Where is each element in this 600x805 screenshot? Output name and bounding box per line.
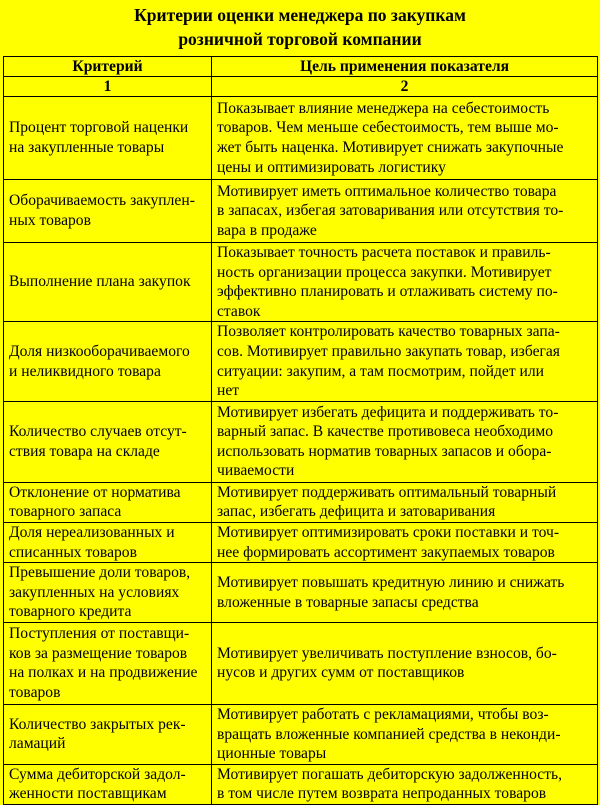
purpose-cell-line: нет <box>217 382 240 400</box>
purpose-cell <box>212 401 598 482</box>
criterion-cell-line: ных товаров <box>9 212 91 229</box>
title-line-2: розничной торговой компании <box>178 29 422 49</box>
purpose-cell <box>212 243 598 322</box>
criterion-cell-line: Выполнение плана закупок <box>9 273 191 291</box>
purpose-cell <box>212 563 598 623</box>
criterion-cell-line: Сумма дебиторской задол- <box>9 765 186 783</box>
criterion-cell-line: Превышение доли товаров, <box>9 564 191 582</box>
criterion-cell <box>4 563 212 623</box>
purpose-cell <box>212 764 598 804</box>
purpose-cell <box>212 180 598 243</box>
table-row <box>4 704 598 764</box>
purpose-cell-line: Мотивирует работать с рекламациями, чтобы воз- <box>217 705 549 723</box>
criterion-cell-line: товаров <box>9 684 61 701</box>
purpose-cell-line: Мотивирует поддерживать оптимальный товарный <box>217 483 557 501</box>
purpose-cell-line: эффективно планировать и отлаживать систему по- <box>217 283 558 301</box>
criterion-cell <box>4 622 212 704</box>
purpose-cell-line: ставок <box>217 302 261 320</box>
criterion-cell <box>4 401 212 482</box>
table-row <box>4 97 598 180</box>
criterion-cell-line: Процент торговой наценки <box>9 119 189 137</box>
table-row <box>4 401 598 482</box>
column-number-2: 2 <box>212 77 598 97</box>
criterion-cell-line: Количество случаев отсут- <box>9 423 187 441</box>
table-row <box>4 563 598 623</box>
table-row <box>4 764 598 804</box>
purpose-cell-line: ситуации: закупим, а там посмотрим, пойдет или <box>217 362 545 380</box>
header-purpose: Цель применения показателя <box>212 57 598 77</box>
table-body <box>4 97 598 805</box>
criterion-cell-line: Доля низкооборачиваемого <box>9 342 190 360</box>
criterion-cell-line: товарного кредита <box>9 603 132 621</box>
criterion-cell <box>4 243 212 322</box>
criterion-cell <box>4 482 212 522</box>
criterion-cell-line: Количество закрытых рек- <box>9 715 186 733</box>
title-line-1: Критерии оценки менеджера по закупкам <box>134 5 466 25</box>
criterion-cell <box>4 704 212 764</box>
header-criterion: Критерий <box>4 57 212 77</box>
table-row <box>4 622 598 704</box>
criterion-cell-line: списанных товаров <box>9 543 137 561</box>
purpose-cell-line: Мотивирует повышать кредитную линию и снижать <box>217 573 565 591</box>
criterion-cell-line: ствия товара на складе <box>9 442 160 460</box>
purpose-cell-line: варный запас. В качестве противовеса необходимо <box>217 423 554 441</box>
criterion-cell-line: и неликвидного товара <box>9 362 161 380</box>
table-row <box>4 322 598 401</box>
purpose-cell <box>212 704 598 764</box>
header-row <box>4 57 598 77</box>
purpose-cell-line: Показывает точность расчета поставок и правиль- <box>217 244 551 261</box>
criterion-cell <box>4 522 212 562</box>
purpose-cell <box>212 482 598 522</box>
purpose-cell-line: в том числе путем возврата непроданных товаров <box>217 785 547 803</box>
purpose-cell <box>212 522 598 562</box>
table-row <box>4 482 598 522</box>
criterion-cell-line: закупленных на условиях <box>9 583 180 601</box>
purpose-cell-line: жет быть наценка. Мотивирует снижать закупочные <box>217 139 564 156</box>
criterion-cell <box>4 764 212 804</box>
criterion-cell <box>4 97 212 180</box>
criterion-cell-line: Оборачиваемость закуплен- <box>9 192 195 210</box>
criterion-cell-line: женности поставщикам <box>9 785 167 803</box>
purpose-cell-line: в запасах, избегая затоваривания или отсутствия то- <box>217 202 564 220</box>
criteria-table <box>3 56 598 805</box>
purpose-cell <box>212 322 598 401</box>
purpose-cell-line: вара в продаже <box>217 221 317 239</box>
criterion-cell-line: ламаций <box>9 735 66 753</box>
column-number-1: 1 <box>4 77 212 97</box>
purpose-cell-line: Показывает влияние менеджера на себестоимость <box>217 99 550 117</box>
criterion-cell-line: ков за размещение товаров <box>9 644 188 662</box>
purpose-cell-line: товаров. Чем меньше себестоимость, тем выше мо- <box>217 119 559 137</box>
purpose-cell-line: нее формировать ассортимент закупаемых товаров <box>217 543 555 561</box>
purpose-cell-line: использовать норматив товарных запасов и обора- <box>217 442 552 460</box>
criterion-cell <box>4 322 212 401</box>
purpose-cell-line: цены и оптимизировать логистику <box>217 158 446 176</box>
purpose-cell-line: вращать вложенные компанией средства в неконди- <box>217 725 561 743</box>
criterion-cell-line: на полках и на продвижение <box>9 664 198 682</box>
criterion-cell-line: товарного запаса <box>9 503 122 521</box>
purpose-cell <box>212 97 598 180</box>
document-title <box>0 0 600 50</box>
purpose-cell-line: ционные товары <box>217 745 327 763</box>
criterion-cell <box>4 180 212 243</box>
purpose-cell-line: вложенные в товарные запасы средства <box>217 593 479 611</box>
table-row <box>4 243 598 322</box>
purpose-cell-line: чиваемости <box>217 462 295 480</box>
column-number-row <box>4 77 598 97</box>
purpose-cell-line: Мотивирует оптимизировать сроки поставки и точ- <box>217 523 560 541</box>
purpose-cell <box>212 622 598 704</box>
criterion-cell-line: Доля нереализованных и <box>9 523 175 541</box>
purpose-cell-line: ность организации процесса закупки. Мотивирует <box>217 263 552 281</box>
criterion-cell-line: Поступления от поставщи- <box>9 625 190 643</box>
purpose-cell-line: Мотивирует погашать дебиторскую задолженность, <box>217 765 563 783</box>
purpose-cell-line: Мотивирует иметь оптимальное количество товара <box>217 182 557 200</box>
purpose-cell-line: Мотивирует увеличивать поступление взносов, бо- <box>217 644 557 662</box>
criterion-cell-line: Отклонение от норматива <box>9 483 181 501</box>
purpose-cell-line: Мотивирует избегать дефицита и поддерживать то- <box>217 403 559 421</box>
table-row <box>4 180 598 243</box>
purpose-cell-line: запас, избегать дефицита и затоваривания <box>217 503 496 521</box>
criterion-cell-line: на закупленные товары <box>9 139 165 156</box>
purpose-cell-line: нусов и других сумм от поставщиков <box>217 664 465 682</box>
table-row <box>4 522 598 562</box>
purpose-cell-line: Позволяет контролировать качество товарных запа- <box>217 323 560 341</box>
purpose-cell-line: сов. Мотивирует правильно закупать товар, избегая <box>217 342 560 360</box>
